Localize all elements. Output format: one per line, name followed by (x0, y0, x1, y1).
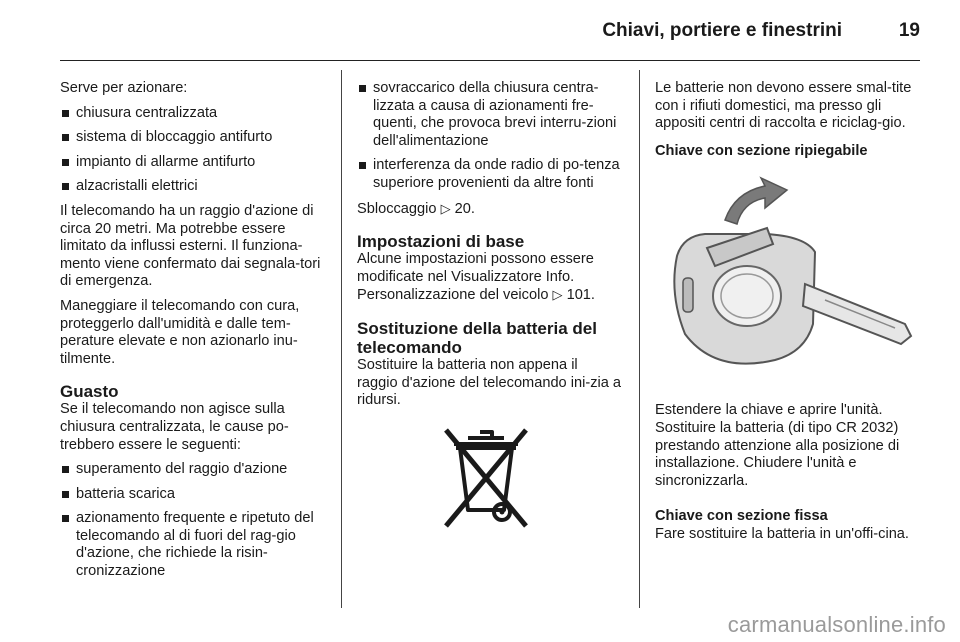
care-paragraph: Maneggiare il telecomando con cura, proteggerlo dall'umidità e dalle tem-perature elevate e non azionarlo inu-tilmente. (60, 297, 300, 367)
bullet-icon (62, 466, 69, 473)
bullet-icon (62, 159, 69, 166)
column-divider-2 (639, 70, 640, 608)
folding-key-instructions: Estendere la chiave e aprire l'unità. Sostituire la batteria (di tipo CR 2032) prestando attenzione alla posizione di installazione. Chiudere l'unità e sincronizzarla. (655, 402, 900, 489)
column-1 (60, 80, 325, 588)
list-item: superamento del raggio d'azione (60, 461, 325, 479)
range-paragraph: Il telecomando ha un raggio d'azione di circa 20 metri. Ma potrebbe essere limitato da influssi esterni. Il funziona-mento viene confermato dai segnala-tori di emergenza. (60, 202, 321, 290)
list-item: azionamento frequente e ripetuto del telecomando al di fuori del rag-gio d'azione, che richiede la risin-cronizzazione (60, 510, 325, 580)
battery-replacement-heading: Sostituzione della batteria del telecomando (357, 318, 597, 357)
fault-causes-list-continued (357, 80, 622, 193)
bullet-icon (62, 491, 69, 498)
column-divider-1 (341, 70, 342, 608)
triangle-reference-icon: ▷ (552, 287, 563, 303)
column-3 (655, 80, 923, 551)
fault-intro: Se il telecomando non agisce sulla chiusura centralizzata, le cause po-trebbero essere le seguenti: (60, 401, 289, 453)
fault-causes-list (60, 461, 325, 581)
fault-heading: Guasto (60, 382, 119, 402)
list-item: interferenza da onde radio di po-tenza superiore provenienti da altre fonti (357, 157, 622, 192)
bullet-icon (62, 134, 69, 141)
bullet-icon (62, 183, 69, 190)
watermark: carmanualsonline.info (727, 612, 946, 637)
triangle-reference-icon: ▷ (440, 200, 451, 216)
bullet-icon (62, 110, 69, 117)
reference-link[interactable]: 101. (566, 287, 595, 304)
list-item: sovraccarico della chiusura centra-lizzata a causa di azionamenti fre-quenti, che provoca brevi interru-zioni dell'alimentazione (357, 80, 622, 150)
fixed-key-heading: Chiave con sezione fissa (655, 508, 828, 525)
base-settings-heading: Impostazioni di base (357, 232, 525, 252)
list-item: chiusura centralizzata (60, 105, 325, 123)
bullet-icon (62, 515, 69, 522)
fixed-key-paragraph: Fare sostituire la batteria in un'offi-cina. (655, 525, 909, 542)
functions-list (60, 105, 325, 196)
list-item: impianto di allarme antifurto (60, 154, 325, 172)
list-item: batteria scarica (60, 486, 325, 504)
reference-link[interactable]: 20. (454, 200, 475, 217)
column-2 (357, 80, 622, 532)
list-item: sistema di bloccaggio antifurto (60, 129, 325, 147)
unlock-reference: Sbloccaggio ▷ 20. (357, 200, 475, 217)
list-item: alzacristalli elettrici (60, 178, 325, 196)
folding-key-battery-illustration (655, 174, 921, 384)
battery-replacement-paragraph: Sostituire la batteria non appena il raggio d'azione del telecomando ini-zia a ridursi. (357, 356, 622, 409)
crossed-out-wheelie-bin-icon (432, 422, 540, 532)
base-settings-paragraph: Alcune impostazioni possono essere modificate nel Visualizzatore Info. Personalizzazione del veicolo ▷ 101. (357, 251, 595, 304)
bullet-icon (359, 85, 366, 92)
page-number: 19 (898, 20, 920, 41)
page-header (60, 0, 920, 61)
folding-key-heading: Chiave con sezione ripiegabile (655, 142, 868, 159)
disposal-paragraph: Le batterie non devono essere smal-tite con i rifiuti domestici, ma presso gli appositi centri di raccolta e riciclag-gio. (655, 80, 912, 132)
bullet-icon (359, 162, 366, 169)
functions-intro: Serve per azionare: (60, 80, 188, 96)
page-title: Chiavi, portiere e finestrini (602, 20, 842, 41)
